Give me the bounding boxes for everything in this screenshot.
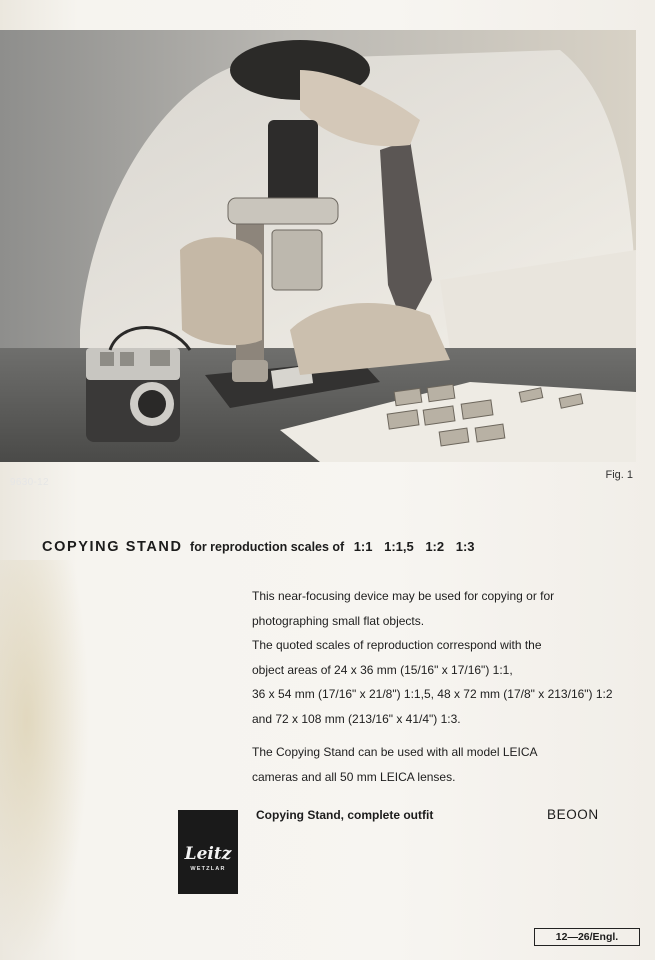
headline-subtitle: for reproduction scales of <box>190 540 345 554</box>
body-line: and 72 x 108 mm (213/16" x 41/4") 1:3. <box>252 711 461 726</box>
body-line: object areas of 24 x 36 mm (15/16" x 17/16") 1:1, <box>252 662 513 677</box>
body-line: photographing small flat objects. <box>252 613 425 628</box>
body-line: This near-focusing device may be used for copying or for <box>252 589 555 603</box>
headline <box>42 538 475 556</box>
photo-code: 9630-12 <box>10 477 49 488</box>
leitz-logo <box>178 810 238 894</box>
catalog-code: 12—26/Engl. <box>534 928 640 946</box>
body-line: The Copying Stand can be used with all model LEICA <box>252 745 538 759</box>
paper-stain <box>0 560 90 960</box>
order-label: Copying Stand, complete outfit <box>256 808 434 822</box>
photo-illustration <box>0 30 636 462</box>
logo-word: Leitz <box>184 844 232 864</box>
order-code: BEOON <box>547 807 599 822</box>
body-line: The quoted scales of reproduction correspond with the <box>252 638 542 652</box>
body-text <box>252 584 642 789</box>
body-line: 36 x 54 mm (17/16" x 21/8") 1:1,5, 48 x 72 mm (17/8" x 213/16") 1:2 <box>252 687 613 701</box>
headline-title: COPYING STAND <box>42 539 183 555</box>
body-line: cameras and all 50 mm LEICA lenses. <box>252 769 456 784</box>
paragraph-gap <box>252 731 642 740</box>
figure-label: Fig. 1 <box>605 469 633 481</box>
logo-city: WETZLAR <box>190 866 226 872</box>
headline-scales: 1:1 1:1,5 1:2 1:3 <box>353 539 475 554</box>
